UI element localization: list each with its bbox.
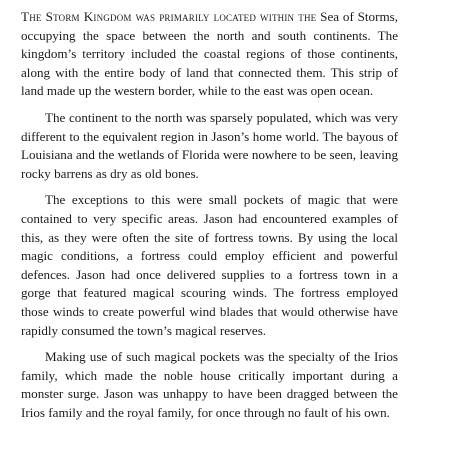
paragraph-1 bbox=[21, 8, 398, 101]
paragraph-3: The exceptions to this were small pockets of magic that were contained to very specific areas. Jason had encountered examples of this, as they were often the site of fortress towns. By using the local magic conditions, a fortress could employ efficient and powerful defences. Jason had once delivered supplies to a fortress town in a gorge that featured magical scouring winds. The fortress employed those winds to create powerful wind blades that would otherwise have rapidly consumed the town’s magical reserves. bbox=[21, 192, 398, 338]
opening-smallcaps: The Storm Kingdom was primarily located within the bbox=[21, 9, 317, 24]
paragraph-4: Making use of such magical pockets was the specialty of the Irios family, which made the noble house critically important during a monster surge. Jason was unhappy to have been dragged between the Irios family and the royal family, for once through no fault of his own. bbox=[21, 349, 398, 420]
paragraph-2: The continent to the north was sparsely populated, which was very different to the equivalent region in Jason’s home world. The bayous of Louisiana and the wetlands of Florida were nowhere to be seen, leaving rocky barrens as dry as old bones. bbox=[21, 109, 398, 181]
document-page bbox=[21, 8, 398, 430]
paragraph-1-text: Sea of Storms, occupying the space between the north and south continents. The kingdom’s territory included the coastal regions of those continents, along with the entire body of land that connected them. This strip of land made up the western border, while to the east was open ocean. bbox=[21, 9, 398, 99]
